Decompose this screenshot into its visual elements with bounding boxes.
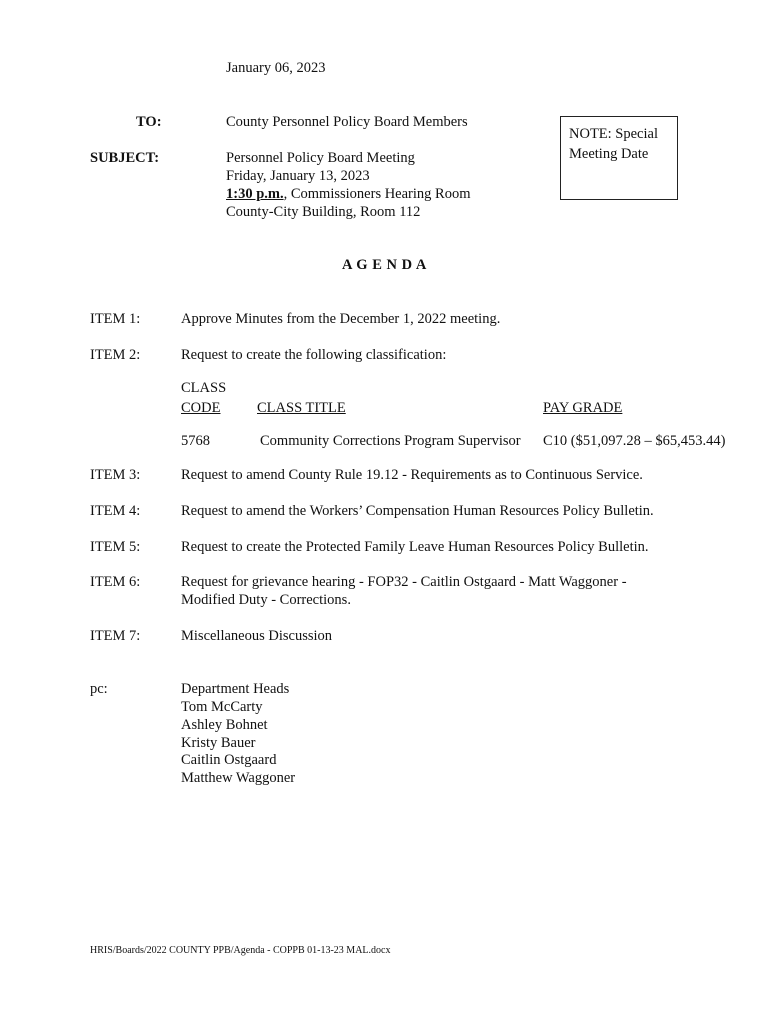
pc-name: Tom McCarty bbox=[181, 699, 263, 715]
pc-name: Kristy Bauer bbox=[181, 735, 256, 751]
item-6-label: ITEM 6: bbox=[90, 574, 141, 590]
file-path-footer: HRIS/Boards/2022 COUNTY PPB/Agenda - COPPB 01-13-23 MAL.docx bbox=[90, 945, 391, 956]
item-2-label: ITEM 2: bbox=[90, 347, 141, 363]
pay-grade-header: PAY GRADE bbox=[543, 400, 623, 416]
class-code: 5768 bbox=[181, 433, 210, 449]
item-7-label: ITEM 7: bbox=[90, 628, 141, 644]
to-value: County Personnel Policy Board Members bbox=[226, 114, 468, 130]
subject-line-1: Personnel Policy Board Meeting bbox=[226, 150, 415, 166]
item-2-text: Request to create the following classification: bbox=[181, 347, 447, 363]
memo-date: January 06, 2023 bbox=[226, 60, 326, 76]
subject-line-2: Friday, January 13, 2023 bbox=[226, 168, 370, 184]
item-6-text: Request for grievance hearing - FOP32 - Caitlin Ostgaard - Matt Waggoner - bbox=[181, 574, 627, 590]
code-header: CODE bbox=[181, 400, 221, 416]
item-5-text: Request to create the Protected Family Leave Human Resources Policy Bulletin. bbox=[181, 539, 649, 555]
item-3-text: Request to amend County Rule 19.12 - Requirements as to Continuous Service. bbox=[181, 467, 643, 483]
pc-name: Caitlin Ostgaard bbox=[181, 752, 277, 768]
item-3-label: ITEM 3: bbox=[90, 467, 141, 483]
meeting-location: , Commissioners Hearing Room bbox=[283, 186, 471, 202]
class-title: Community Corrections Program Supervisor bbox=[260, 433, 521, 449]
special-meeting-note: NOTE: Special Meeting Date bbox=[560, 116, 678, 200]
item-7-text: Miscellaneous Discussion bbox=[181, 628, 333, 644]
subject-line-3 bbox=[226, 185, 471, 203]
pc-label: pc: bbox=[90, 681, 108, 697]
class-pay-grade: C10 ($51,097.28 – $65,453.44) bbox=[543, 433, 726, 449]
pc-name: Department Heads bbox=[181, 681, 290, 697]
item-6-text-continued: Modified Duty - Corrections. bbox=[181, 592, 351, 608]
item-1-text: Approve Minutes from the December 1, 2022 meeting. bbox=[181, 311, 501, 327]
item-4-text: Request to amend the Workers’ Compensation Human Resources Policy Bulletin. bbox=[181, 503, 654, 519]
subject-label: SUBJECT: bbox=[90, 150, 160, 166]
pc-name: Matthew Waggoner bbox=[181, 770, 296, 786]
item-1-label: ITEM 1: bbox=[90, 311, 141, 327]
class-title-header: CLASS TITLE bbox=[257, 400, 346, 416]
class-label: CLASS bbox=[181, 380, 227, 396]
item-4-label: ITEM 4: bbox=[90, 503, 141, 519]
item-5-label: ITEM 5: bbox=[90, 539, 141, 555]
pc-name: Ashley Bohnet bbox=[181, 717, 268, 733]
subject-line-4: County-City Building, Room 112 bbox=[226, 204, 421, 220]
agenda-title: A G E N D A bbox=[342, 257, 427, 273]
meeting-time: 1:30 p.m. bbox=[226, 186, 284, 202]
to-label: TO: bbox=[136, 114, 162, 130]
